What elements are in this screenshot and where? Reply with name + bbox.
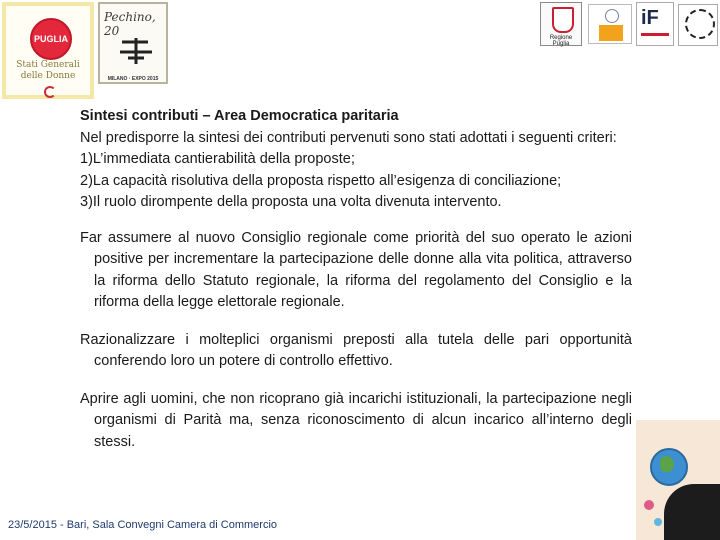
footer-text: 23/5/2015 - Bari, Sala Convegni Camera di Commercio (8, 519, 278, 531)
silhouette-icon (664, 484, 720, 540)
puglia-logo (2, 2, 94, 99)
paragraph-organismi: Razionalizzare i molteplici organismi preposti alla tutela delle pari opportunità conferendo loro un potere di controllo effettivo. (80, 331, 632, 369)
pechino-logo (98, 2, 168, 84)
globe-icon (650, 448, 688, 486)
if-logo (636, 2, 674, 46)
puglia-logo-icon (44, 86, 56, 98)
regione-puglia-logo (540, 2, 582, 46)
puglia-logo-caption: Stati Generali delle Donne (16, 60, 80, 81)
globe-poster-illustration (636, 420, 720, 540)
pechino-logo-title: Pechino, 20 (104, 10, 156, 38)
criterion-1: 1)L’immediata cantierabilità della proposte; (80, 151, 355, 167)
if-logo-text: iF (641, 7, 659, 29)
if-logo-icon (641, 33, 669, 36)
round-seal-logo (678, 4, 718, 46)
institution-seal-icon (605, 9, 619, 23)
pechino-logo-icon (118, 32, 154, 66)
criterion-2: 2)La capacità risolutiva della proposta rispetto all’esigenza di conciliazione; (80, 172, 562, 189)
slide-title: Sintesi contributi – Area Democratica paritaria (80, 108, 399, 124)
institution-logo (588, 4, 632, 44)
paragraph-consiglio: Far assumere al nuovo Consiglio regionale come priorità del suo operato le azioni positive per incrementare la partecipazione delle donne alla vita politica, attraverso la riforma dello Statuto regionale, la riforma del regolamento del Consiglio e la riforma della legge elettorale regionale. (80, 229, 632, 310)
main-content (80, 106, 632, 453)
pechino-logo-footer: MILANO · EXPO 2015 (107, 76, 159, 82)
regione-puglia-label: Regione Puglia (549, 35, 573, 47)
paragraph-uomini: Aprire agli uomini, che non ricoprano già incarichi istituzionali, la partecipazione negli organismi di Parità ma, senza riconoscimento di alcun incarico all’interno degli stessi. (80, 390, 632, 450)
criterion-3: 3)Il ruolo dirompente della proposta una volta divenuta intervento. (80, 194, 502, 210)
decor-dot-icon (654, 518, 662, 526)
intro-paragraph: Nel predisporre la sintesi dei contributi pervenuti sono stati adottati i seguenti criteri: (80, 129, 617, 146)
regione-puglia-shield-icon (552, 7, 574, 33)
institution-square-icon (599, 25, 623, 41)
decor-dot-icon (644, 500, 654, 510)
puglia-badge: PUGLIA (30, 18, 72, 60)
round-seal-icon (685, 9, 715, 39)
